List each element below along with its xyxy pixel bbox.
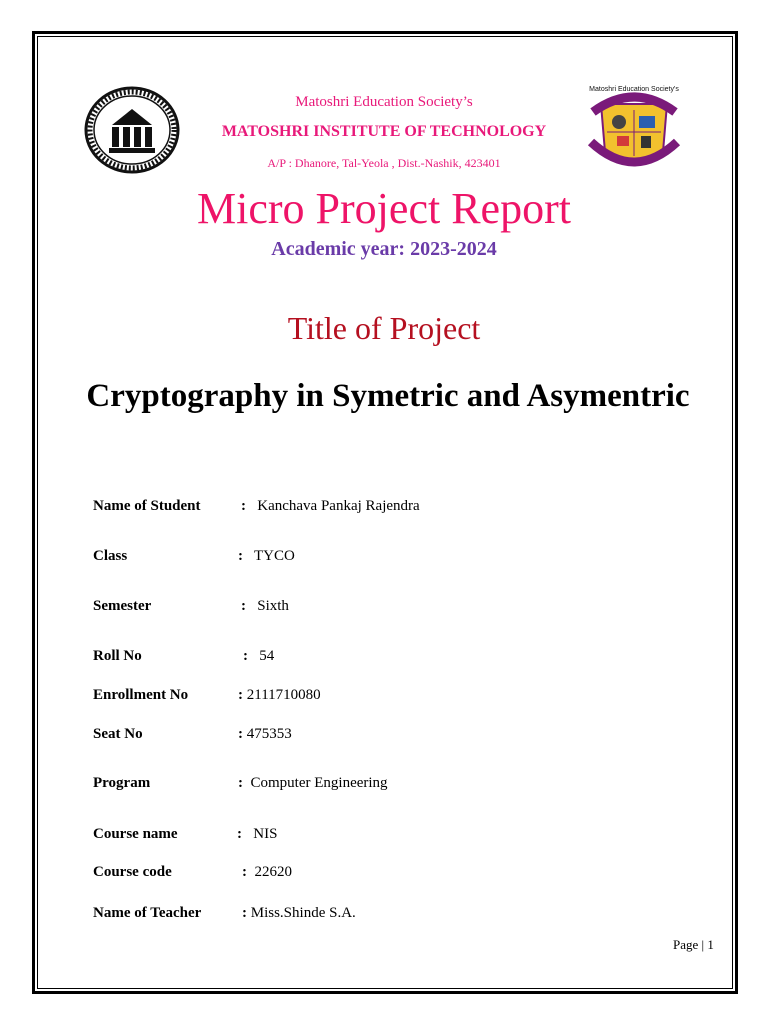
logo-caption: Matoshri Education Society's [589, 86, 679, 93]
field-label-class: Class [93, 548, 128, 564]
field-sep: : [238, 548, 243, 564]
institute-address: A/P : Dhanore, Tal-Yeola , Dist.-Nashik, 423401 [267, 156, 501, 170]
field-text: Sixth [257, 598, 289, 614]
field-label-program: Program [93, 775, 151, 791]
institute-name: MATOSHRI INSTITUTE OF TECHNOLOGY [221, 123, 547, 140]
field-value-seat-no [238, 726, 292, 743]
field-label-enrollment-no: Enrollment No [93, 687, 189, 703]
field-label-roll-no: Roll No [93, 648, 142, 664]
field-sep: : [238, 726, 243, 742]
field-text: 475353 [246, 726, 292, 742]
field-value-semester [241, 598, 289, 615]
field-sep: : [242, 864, 247, 880]
field-value-course-name [237, 826, 277, 843]
field-value-teacher-name [242, 905, 356, 922]
field-value-course-code [242, 864, 292, 881]
field-text: 2111710080 [246, 687, 321, 703]
field-sep: : [238, 687, 243, 703]
field-label-semester: Semester [93, 598, 152, 614]
field-label-student-name: Name of Student [93, 498, 201, 514]
field-text: Miss.Shinde S.A. [250, 905, 356, 921]
field-sep: : [238, 775, 243, 791]
field-label-seat-no: Seat No [93, 726, 143, 742]
document-title: Micro Project Report [197, 184, 571, 233]
page-number: Page | 1 [673, 937, 714, 952]
project-name: Cryptography in Symetric and Asymentric [86, 378, 690, 414]
field-sep: : [242, 905, 247, 921]
society-name: Matoshri Education Society’s [295, 94, 473, 110]
field-text: Computer Engineering [250, 775, 388, 791]
field-text: TYCO [253, 548, 295, 564]
field-value-class [238, 548, 295, 565]
field-value-roll-no [243, 648, 274, 665]
field-sep: : [237, 826, 242, 842]
academic-year: Academic year: 2023-2024 [271, 238, 497, 260]
field-sep: : [241, 598, 246, 614]
field-label-course-code: Course code [93, 864, 172, 880]
field-sep: : [243, 648, 248, 664]
field-label-teacher-name: Name of Teacher [93, 905, 202, 921]
field-label-course-name: Course name [93, 826, 178, 842]
project-title-label: Title of Project [287, 310, 481, 346]
field-value-student-name [241, 498, 420, 515]
field-text: 22620 [254, 864, 292, 880]
field-value-program [238, 775, 388, 792]
field-text: Kanchava Pankaj Rajendra [257, 498, 420, 514]
field-value-enrollment-no [238, 687, 321, 704]
field-text: 54 [259, 648, 275, 664]
field-text: NIS [253, 826, 278, 842]
field-sep: : [241, 498, 246, 514]
